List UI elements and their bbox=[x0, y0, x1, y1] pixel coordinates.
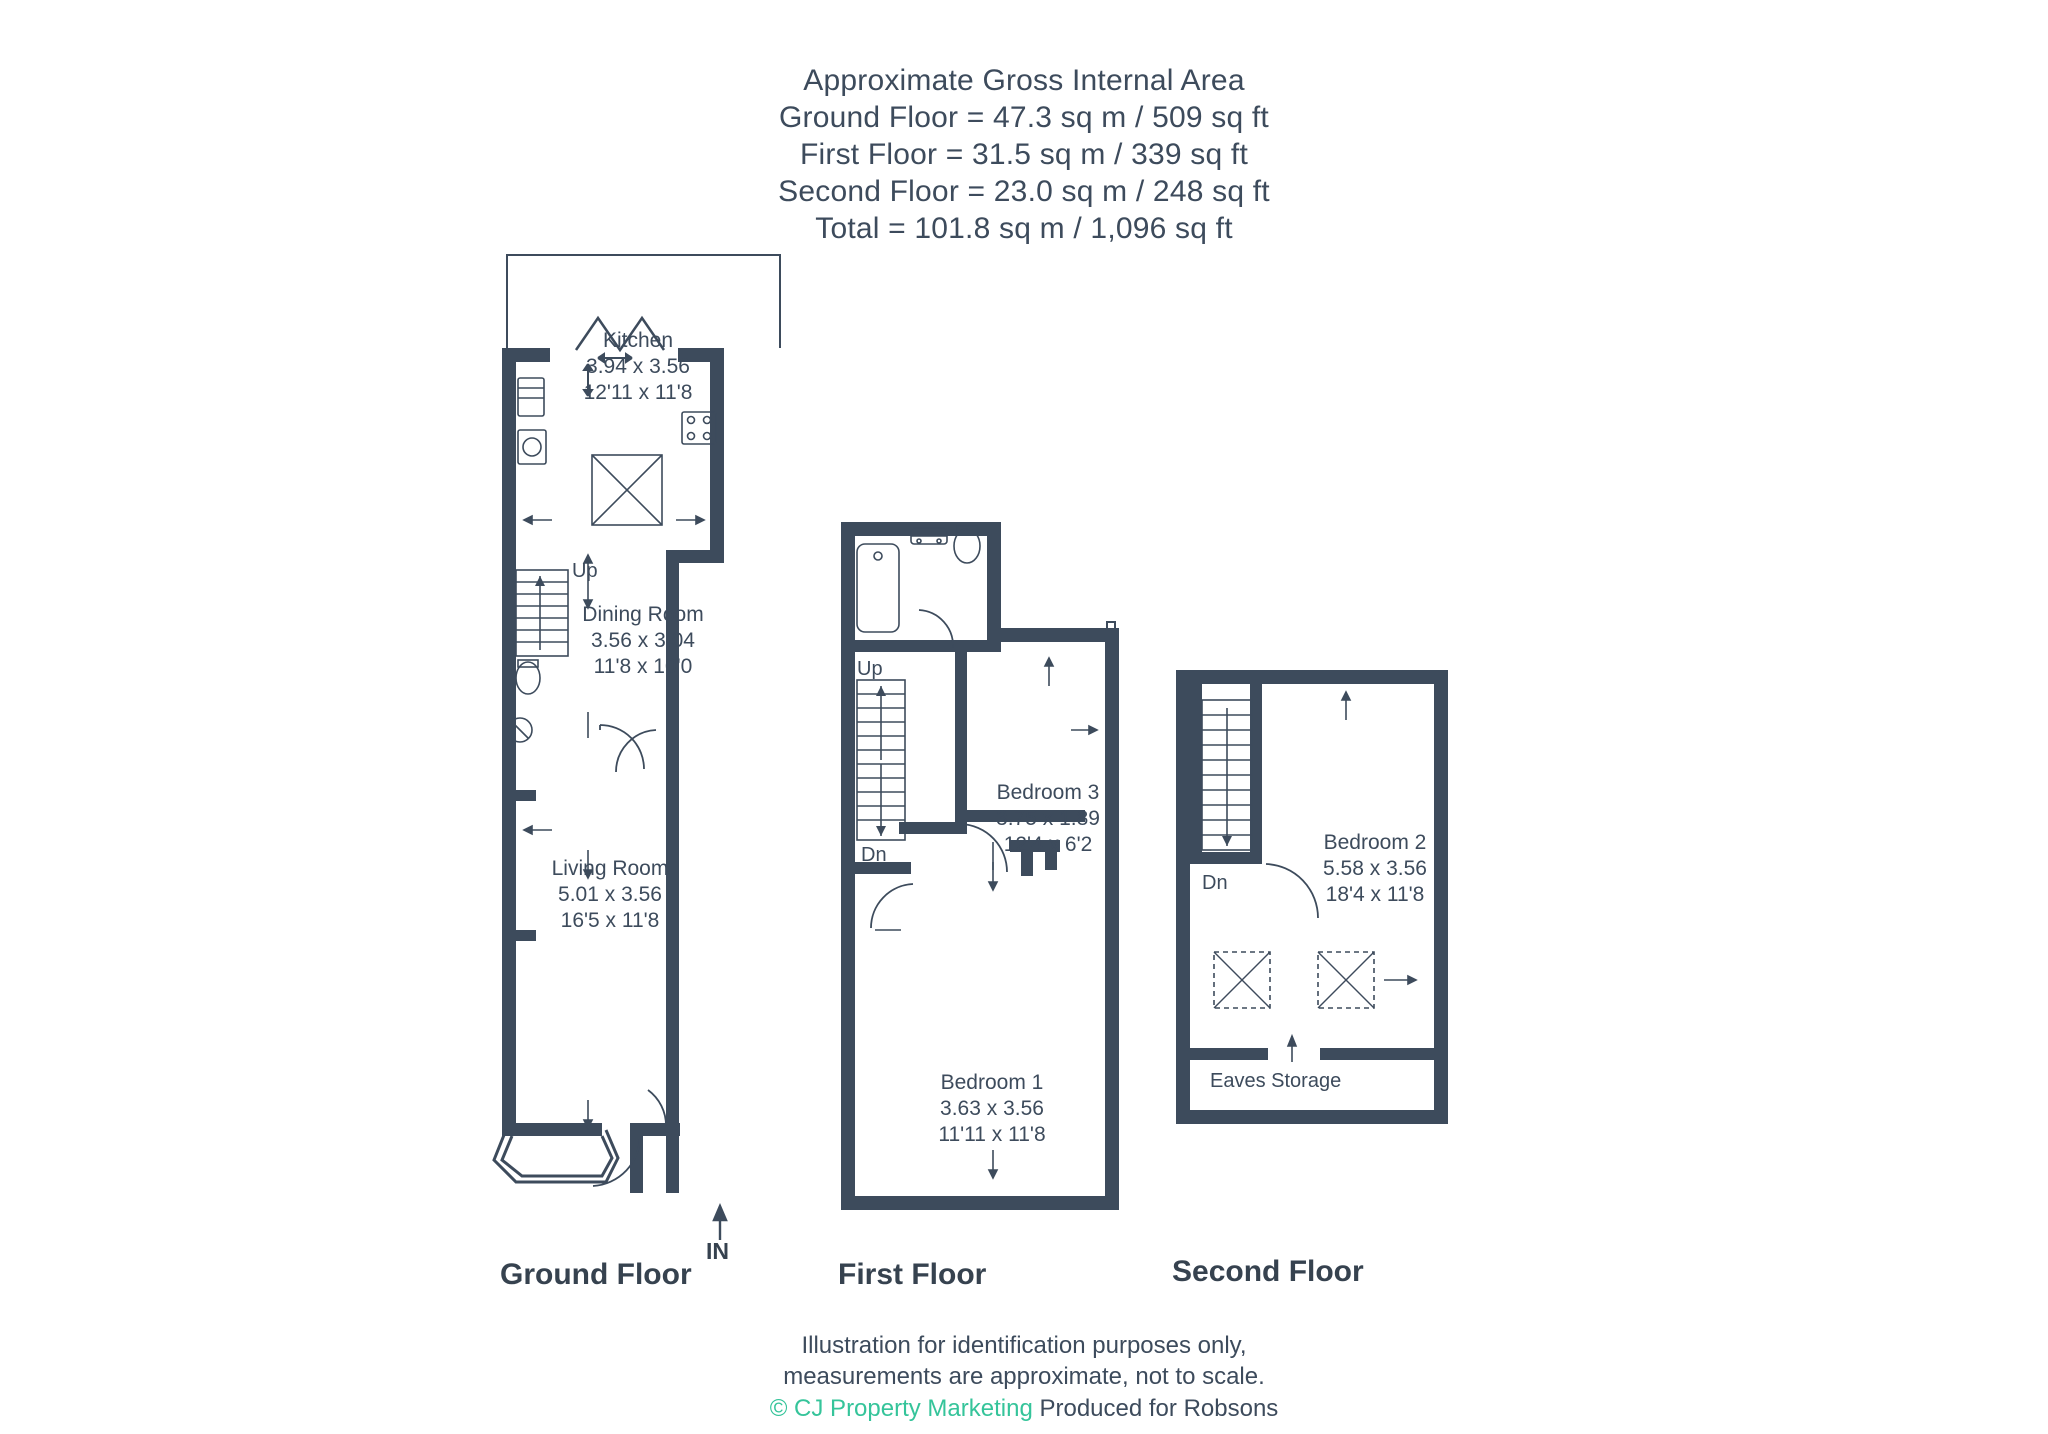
label-eaves-storage: Eaves Storage bbox=[1210, 1070, 1342, 1092]
caption-second-floor: Second Floor bbox=[1172, 1255, 1364, 1288]
ground-floor-plan bbox=[480, 230, 800, 1230]
disclaimer-line-2: measurements are approximate, not to scale. bbox=[783, 1363, 1265, 1390]
stair-up-label-first: Up bbox=[857, 658, 883, 680]
area-first-floor: First Floor = 31.5 sq m / 339 sq ft bbox=[799, 138, 1248, 171]
area-summary bbox=[0, 62, 2048, 247]
stair-up-label-ground: Up bbox=[572, 560, 598, 582]
first-floor-plan bbox=[835, 510, 1135, 1230]
entrance-marker bbox=[690, 1200, 770, 1270]
room-bedroom-3: Bedroom 3 3.75 x 1.89 12'4 x 6'2 bbox=[996, 781, 1100, 856]
caption-first-floor: First Floor bbox=[838, 1258, 987, 1291]
area-summary-title: Approximate Gross Internal Area bbox=[803, 64, 1245, 97]
credits bbox=[0, 1392, 2048, 1426]
room-bedroom-2: Bedroom 2 5.58 x 3.56 18'4 x 11'8 bbox=[1323, 831, 1427, 906]
caption-ground-floor: Ground Floor bbox=[500, 1258, 692, 1291]
area-total: Total = 101.8 sq m / 1,096 sq ft bbox=[815, 212, 1233, 245]
room-dining: Dining Room 3.56 x 3.04 11'8 x 10'0 bbox=[582, 603, 704, 678]
second-floor-plan bbox=[1170, 660, 1460, 1140]
disclaimer-line-1: Illustration for identification purposes only, bbox=[801, 1332, 1247, 1359]
copyright-text: © CJ Property Marketing bbox=[769, 1395, 1033, 1422]
area-ground-floor: Ground Floor = 47.3 sq m / 509 sq ft bbox=[779, 101, 1269, 134]
entrance-label: IN bbox=[706, 1238, 729, 1264]
footer bbox=[0, 1330, 2048, 1426]
stair-down-label-first: Dn bbox=[861, 844, 887, 866]
stair-down-label-second: Dn bbox=[1202, 872, 1228, 894]
area-second-floor: Second Floor = 23.0 sq m / 248 sq ft bbox=[778, 175, 1270, 208]
room-kitchen: Kitchen 3.94 x 3.56 12'11 x 11'8 bbox=[583, 329, 693, 404]
produced-for-text: Produced for Robsons bbox=[1039, 1395, 1279, 1422]
room-bedroom-1: Bedroom 1 3.63 x 3.56 11'11 x 11'8 bbox=[938, 1071, 1046, 1146]
room-living: Living Room 5.01 x 3.56 16'5 x 11'8 bbox=[551, 857, 669, 932]
